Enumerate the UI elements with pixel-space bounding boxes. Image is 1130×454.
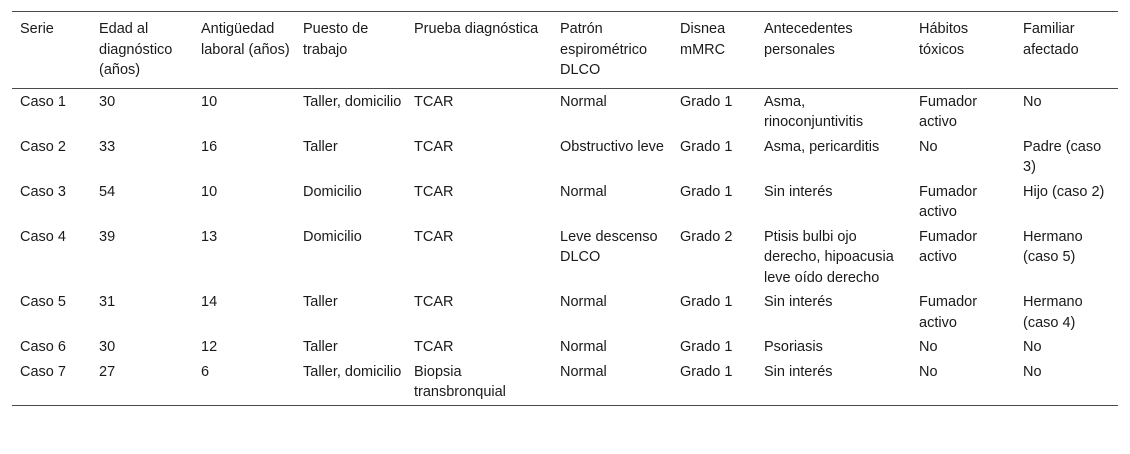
table-cell: Hijo (caso 2) xyxy=(1023,183,1105,200)
table-cell: 14 xyxy=(201,294,218,310)
table-cell: TCAR xyxy=(414,183,454,200)
table-cell: 39 xyxy=(99,228,116,245)
table-cell: Taller xyxy=(303,339,338,355)
column-header: Antecedentes personales xyxy=(764,21,853,58)
table-row xyxy=(12,360,1118,406)
table-cell: Taller, domicilio xyxy=(303,93,402,110)
table-cell: Taller, domicilio xyxy=(303,363,402,380)
column-header: Hábitos tóxicos xyxy=(919,21,969,58)
table-cell: Caso 4 xyxy=(20,228,66,245)
table-cell: Normal xyxy=(560,363,607,380)
table-cell: No xyxy=(919,339,938,355)
table-cell: No xyxy=(1023,363,1042,380)
table-cell: Caso 2 xyxy=(20,138,66,155)
column-header: Familiar afectado xyxy=(1023,21,1079,58)
table-cell: Caso 3 xyxy=(20,183,66,200)
table-cell: Grado 1 xyxy=(680,138,733,155)
table-cell: TCAR xyxy=(414,138,454,155)
table-cell: Grado 1 xyxy=(680,294,733,310)
table-cell: TCAR xyxy=(414,339,454,355)
table-cell: 33 xyxy=(99,138,116,155)
table-cell: No xyxy=(919,138,938,155)
table-cell: Taller xyxy=(303,138,338,155)
case-series-table xyxy=(12,11,1118,406)
table-cell: Fumador activo xyxy=(919,93,978,130)
table-cell: Domicilio xyxy=(303,183,362,200)
column-header: Serie xyxy=(20,21,54,37)
table-cell: 12 xyxy=(201,339,218,355)
table-cell: Asma, pericarditis xyxy=(764,138,880,155)
table-cell: Hermano (caso 4) xyxy=(1023,294,1083,331)
table-cell: Obstructivo leve xyxy=(560,138,664,155)
table-cell: Taller xyxy=(303,294,338,310)
table-cell: Padre (caso 3) xyxy=(1023,138,1102,175)
table-cell: Grado 1 xyxy=(680,363,733,380)
column-header: Patrón espirométrico DLCO xyxy=(560,21,648,78)
table-cell: Normal xyxy=(560,93,607,110)
table-cell: No xyxy=(1023,339,1042,355)
table-cell: 31 xyxy=(99,294,116,310)
table-cell: Domicilio xyxy=(303,228,362,245)
table-row xyxy=(12,225,1118,291)
column-header: Puesto de trabajo xyxy=(303,21,369,58)
header-row xyxy=(12,12,1118,89)
table-cell: 10 xyxy=(201,93,218,110)
table-cell: 27 xyxy=(99,363,116,380)
table-cell: Normal xyxy=(560,339,607,355)
table-cell: Fumador activo xyxy=(919,228,978,265)
table-row xyxy=(12,135,1118,180)
table-cell: 30 xyxy=(99,339,116,355)
table-cell: Normal xyxy=(560,183,607,200)
table-cell: 54 xyxy=(99,183,116,200)
table-cell: Normal xyxy=(560,294,607,310)
table-cell: Psoriasis xyxy=(764,339,823,355)
table-cell: Biopsia transbronquial xyxy=(414,363,506,400)
table-cell: No xyxy=(1023,93,1042,110)
table-cell: TCAR xyxy=(414,93,454,110)
table-cell: Sin interés xyxy=(764,183,833,200)
table-cell: Asma, rinoconjuntivitis xyxy=(764,93,864,130)
table-body xyxy=(12,88,1118,405)
table-row xyxy=(12,180,1118,225)
table-cell: 6 xyxy=(201,363,210,380)
table-cell: No xyxy=(919,363,938,380)
table-cell: Grado 1 xyxy=(680,183,733,200)
column-header: Edad al diagnóstico (años) xyxy=(99,21,173,78)
table-cell: 30 xyxy=(99,93,116,110)
column-header: Antigüedad laboral (años) xyxy=(201,21,290,58)
table-cell: Leve descenso DLCO xyxy=(560,228,658,265)
table-cell: Ptisis bulbi ojo derecho, hipoacusia leve oído derecho xyxy=(764,228,894,286)
table-cell: 16 xyxy=(201,138,218,155)
table-cell: Caso 1 xyxy=(20,93,66,110)
table-cell: TCAR xyxy=(414,294,454,310)
table-cell: Hermano (caso 5) xyxy=(1023,228,1083,265)
table-cell: Grado 1 xyxy=(680,93,733,110)
table-cell: 10 xyxy=(201,183,218,200)
table-cell: Fumador activo xyxy=(919,294,978,331)
table-cell: Grado 2 xyxy=(680,228,733,245)
column-header: Prueba diagnóstica xyxy=(414,21,539,37)
table-row xyxy=(12,335,1118,360)
table-cell: Grado 1 xyxy=(680,339,733,355)
table-cell: Caso 5 xyxy=(20,294,66,310)
table-cell: Fumador activo xyxy=(919,183,978,220)
table-cell: Sin interés xyxy=(764,294,833,310)
column-header: Disnea mMRC xyxy=(680,21,726,58)
table-cell: Sin interés xyxy=(764,363,833,380)
table-row xyxy=(12,88,1118,135)
table-cell: TCAR xyxy=(414,228,454,245)
table-header xyxy=(12,12,1118,89)
table-cell: 13 xyxy=(201,228,218,245)
table-row xyxy=(12,290,1118,335)
table-cell: Caso 7 xyxy=(20,363,66,380)
table-cell: Caso 6 xyxy=(20,339,66,355)
